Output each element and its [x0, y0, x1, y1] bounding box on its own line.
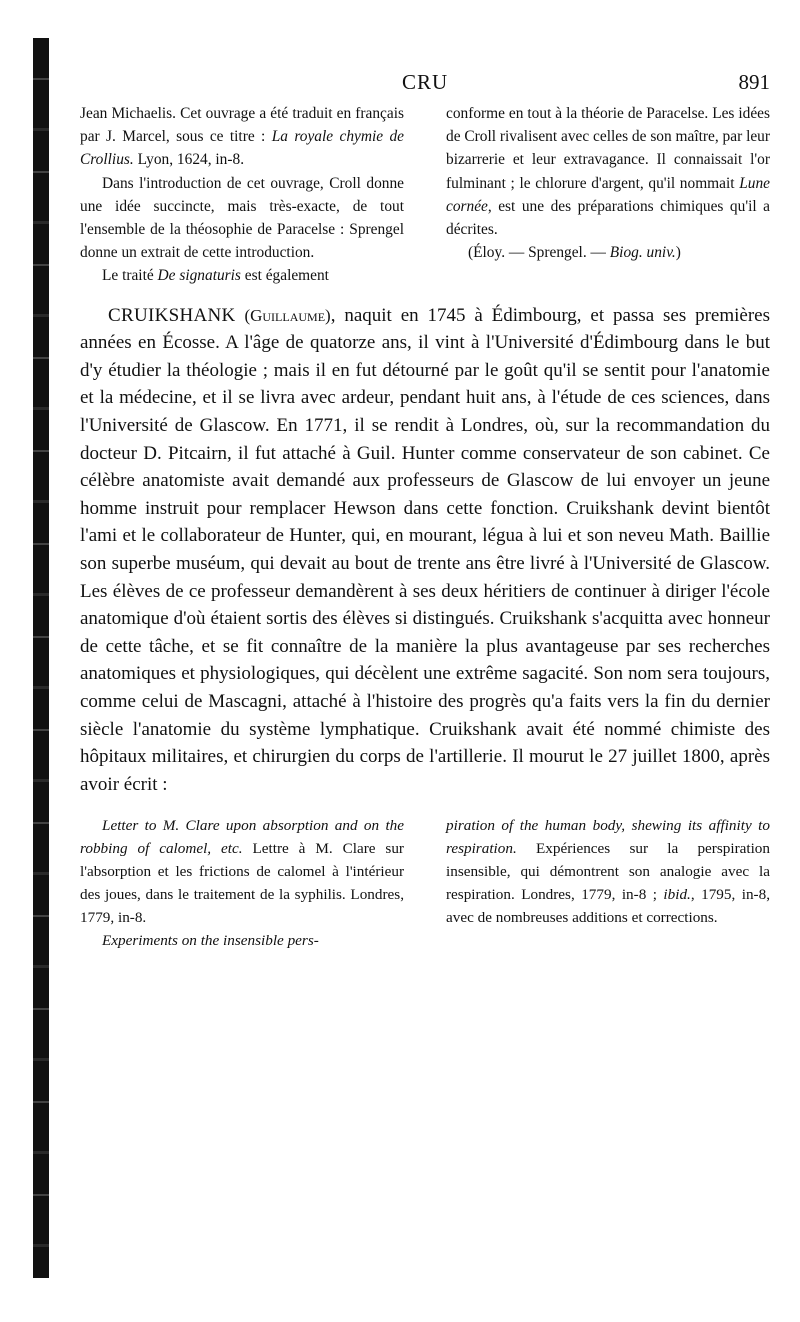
text: Jean Michaelis. Cet ouvrage a été traduit en français par J. Marcel, sous ce titre : [80, 105, 404, 146]
book-title: La royale chymie de Crollius. [80, 128, 404, 169]
paragraph [446, 102, 770, 241]
bib-ibid: ibid. [663, 886, 691, 904]
bibliography-columns [80, 814, 770, 952]
bib-text: Expériences sur la perspiration insensible, qui démontrent son analogie avec la respiration. Londres, 1779, in-8 ; [446, 840, 770, 904]
sources [446, 241, 770, 264]
bib-title: piration of the human body, shewing its affinity to respiration. [446, 817, 770, 858]
paragraph: Dans l'introduction de cet ouvrage, Croll donne une idée succincte, mais très-exacte, de tout l'ensemble de la théosophie de Paracelse : Sprengel donne un extrait de cette introduction. [80, 174, 404, 262]
top-left-column [80, 102, 404, 288]
text: Lyon, 1624, in-8. [133, 151, 245, 169]
text: , est une des préparations chimiques qu'il a décrites. [446, 197, 770, 239]
book-title: De signaturis [157, 267, 241, 285]
article-text: , naquit en 1745 à Édimbourg, et passa ses premières années en Écosse. A l'âge de quatorze ans, il vint à l'Université d'Édimbourg dans le but d'y étudier la théologie ; mais il en fut détourné par le goût qu'il se sentit pour l'anatomie et la médecine, et il se livra avec ardeur, pendant huit ans, à l'étude de ces sciences, dans l'Université de Glascow. En 1771, il se rendit à Londres, où, sur la recommandation du docteur D. Pitcairn, il fut attaché à Guil. Hunter comme conservateur de son cabinet. Ce célèbre anatomiste avait demandé aux professeurs de Glascow de lui envoyer un jeune homme instruit pour remplacer Hewson dans cette fonction. Cruikshank devint bientôt l'ami et le collaborateur de Hunter, qui, en mourant, légua à lui et son neveu Math. Baillie son superbe muséum, qui devait au bout de trente ans être livré à l'Université de Glascow. Les élèves de ce professeur demandèrent à ses deux héritiers de continuer à diriger l'école anatomique d'où étaient sortis des élèves si distingués. Cruikshank s'acquitta avec honneur de cette tâche, et se fit connaître de la manière la plus avantageuse par ses recherches anatomiques et physiologiques, qui décèlent une extrême sagacité. Son nom sera toujours, comme celui de Mascagni, attaché à l'histoire des progrès qu'a faits vers la fin du dernier siècle l'anatomie du système lymphatique. Cruikshank avait été nommé chimiste des hôpitaux militaires, et chirurgien du corps de l'artillerie. Il mourut le 27 juillet 1800, après avoir écrit : [80, 304, 771, 795]
page [80, 70, 770, 952]
bib-title: Letter to M. Clare upon absorption and on the robbing of calomel, etc. [80, 817, 404, 858]
top-columns [80, 102, 770, 288]
text: est également [240, 267, 329, 285]
scan-edge [33, 38, 49, 1278]
term: Lune cornée [446, 174, 770, 215]
bib-text: , 1795, in-8, avec de nombreuses additions et corrections. [446, 886, 770, 927]
article-body [80, 302, 770, 799]
paragraph [80, 264, 404, 287]
bib-title: Experiments on the insensible pers- [102, 932, 319, 950]
top-right-column [446, 102, 770, 288]
bib-entry [80, 929, 404, 952]
bib-entry [446, 814, 770, 929]
bibliography-right [446, 814, 770, 952]
text: (Éloy. — Sprengel. — [468, 244, 610, 262]
bibliography-left [80, 814, 404, 952]
running-head: CRU [402, 70, 449, 94]
text: ) [675, 244, 681, 262]
bib-entry [80, 814, 404, 929]
bib-text: Lettre à M. Clare sur l'absorption et les frictions de calomel à l'intérieur des joues, dans le traitement de la syphilis. Londres, 1779, in-8. [80, 840, 404, 927]
page-number: 891 [738, 70, 770, 94]
page-header [80, 70, 770, 102]
text: Le traité [102, 267, 158, 285]
text: conforme en tout à la théorie de Paracelse. Les idées de Croll rivalisent avec celles de son maître, par leur bizarrerie et leur extravagance. Il connaissait l'or fulminant ; le chlorure d'argent, qu'il nommait [446, 105, 770, 192]
article-forename: (Guillaume) [244, 305, 331, 325]
article-headword: CRUIKSHANK [108, 304, 236, 326]
paragraph [80, 102, 404, 172]
source-title: Biog. univ. [609, 244, 676, 262]
